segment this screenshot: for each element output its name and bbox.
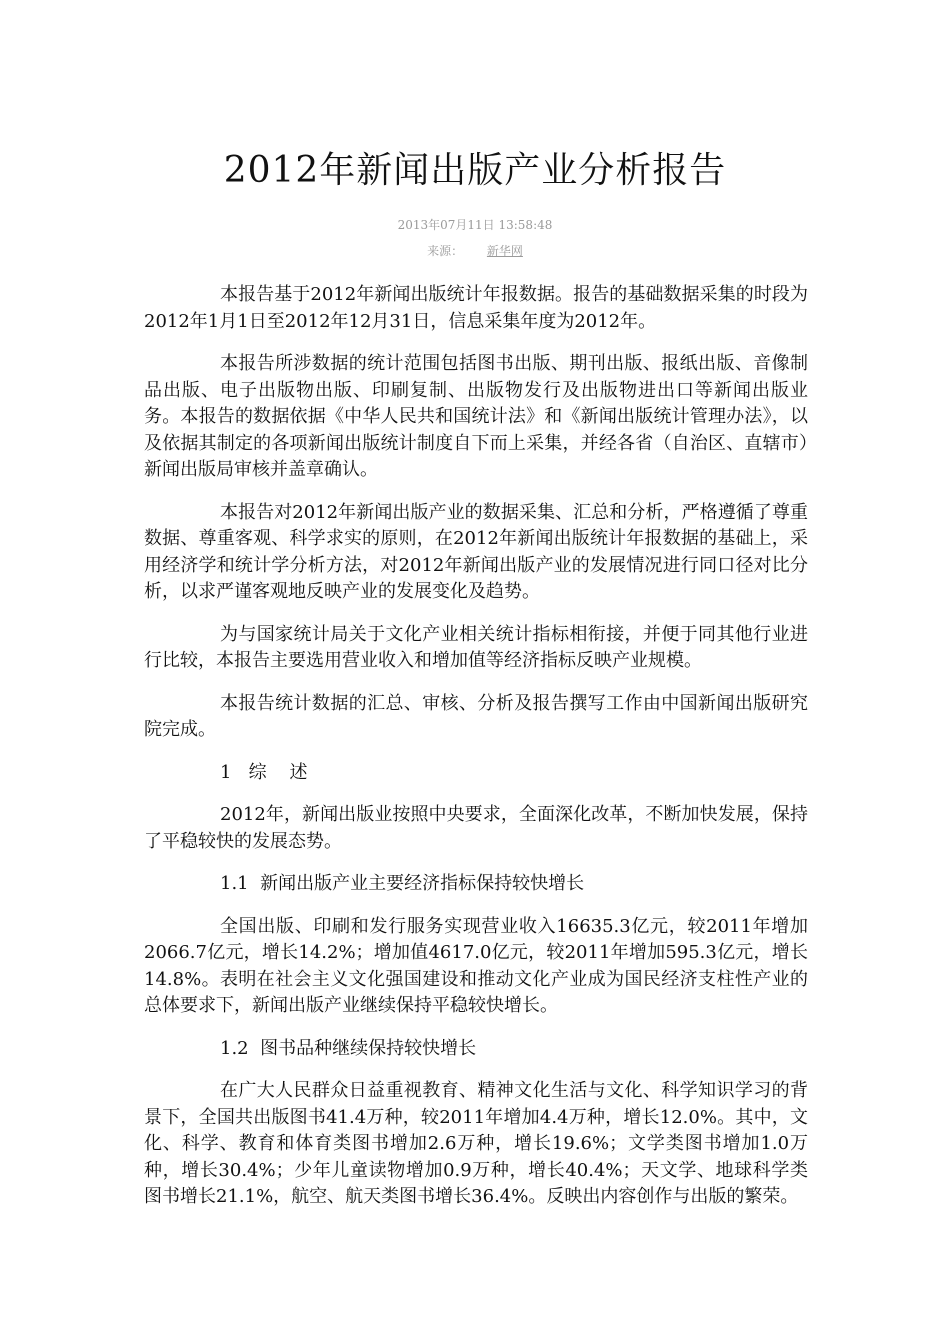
article-body (144, 282, 808, 1227)
source-link[interactable]: 新华网 (486, 244, 523, 258)
section-heading-overview: 1 综 述 (220, 761, 308, 783)
subsection-heading-books: 1.2 图书品种继续保持较快增长 (220, 1037, 477, 1059)
paragraph-books: 在广大人民群众日益重视教育、精神文化生活与文化、科学知识学习的背景下，全国共出版图书41.4万种，较2011年增加4.4万种，增长12.0%。其中，文化、科学、教育和体育类图书增加2.6万种，增长19.6%；文学类图书增加1.0万种，增长30.4%；少年儿童读物增加0.9万种，增长40.4%；天文学、地球科学类图书增长21.1%，航空、航天类图书增长36.4%。反映出内容创作与出版的繁荣。 (144, 1080, 808, 1207)
paragraph-scope: 本报告所涉数据的统计范围包括图书出版、期刊出版、报纸出版、音像制品出版、电子出版物出版、印刷复制、出版物发行及出版物进出口等新闻出版业务。本报告的数据依据《中华人民共和国统计法》和《新闻出版统计管理办法》，以及依据其制定的各项新闻出版统计制度自下而上采集，并经各省（自治区、直辖市）新闻出版局审核并盖章确认。 (144, 353, 808, 480)
paragraph-data-basis: 本报告基于2012年新闻出版统计年报数据。报告的基础数据采集的时段为2012年1月1日至2012年12月31日，信息采集年度为2012年。 (144, 284, 808, 332)
page-title: 2012年新闻出版产业分析报告 (223, 150, 727, 191)
publish-date: 2013年07月11日 13:58:48 (397, 218, 553, 232)
source-label: 来源： (427, 244, 464, 258)
paragraph-methodology: 本报告对2012年新闻出版产业的数据采集、汇总和分析，严格遵循了尊重数据、尊重客观、科学求实的原则，在2012年新闻出版统计年报数据的基础上，采用经济学和统计学分析方法，对2012年新闻出版产业的发展情况进行同口径对比分析，以求严谨客观地反映产业的发展变化及趋势。 (144, 501, 808, 602)
paragraph-indicators: 为与国家统计局关于文化产业相关统计指标相衔接，并便于同其他行业进行比较，本报告主要选用营业收入和增加值等经济指标反映产业规模。 (144, 623, 808, 671)
paragraph-authorship: 本报告统计数据的汇总、审核、分析及报告撰写工作由中国新闻出版研究院完成。 (144, 692, 808, 740)
paragraph-economic: 全国出版、印刷和发行服务实现营业收入16635.3亿元，较2011年增加2066.7亿元，增长14.2%；增加值4617.0亿元，较2011年增加595.3亿元，增长14.8%。表明在社会主义文化强国建设和推动文化产业成为国民经济支柱性产业的总体要求下，新闻出版产业继续保持平稳较快增长。 (144, 915, 808, 1016)
paragraph-overview: 2012年，新闻出版业按照中央要求，全面深化改革，不断加快发展，保持了平稳较快的发展态势。 (144, 804, 808, 852)
source-line (0, 242, 950, 260)
subsection-heading-economic: 1.1 新闻出版产业主要经济指标保持较快增长 (220, 873, 585, 894)
